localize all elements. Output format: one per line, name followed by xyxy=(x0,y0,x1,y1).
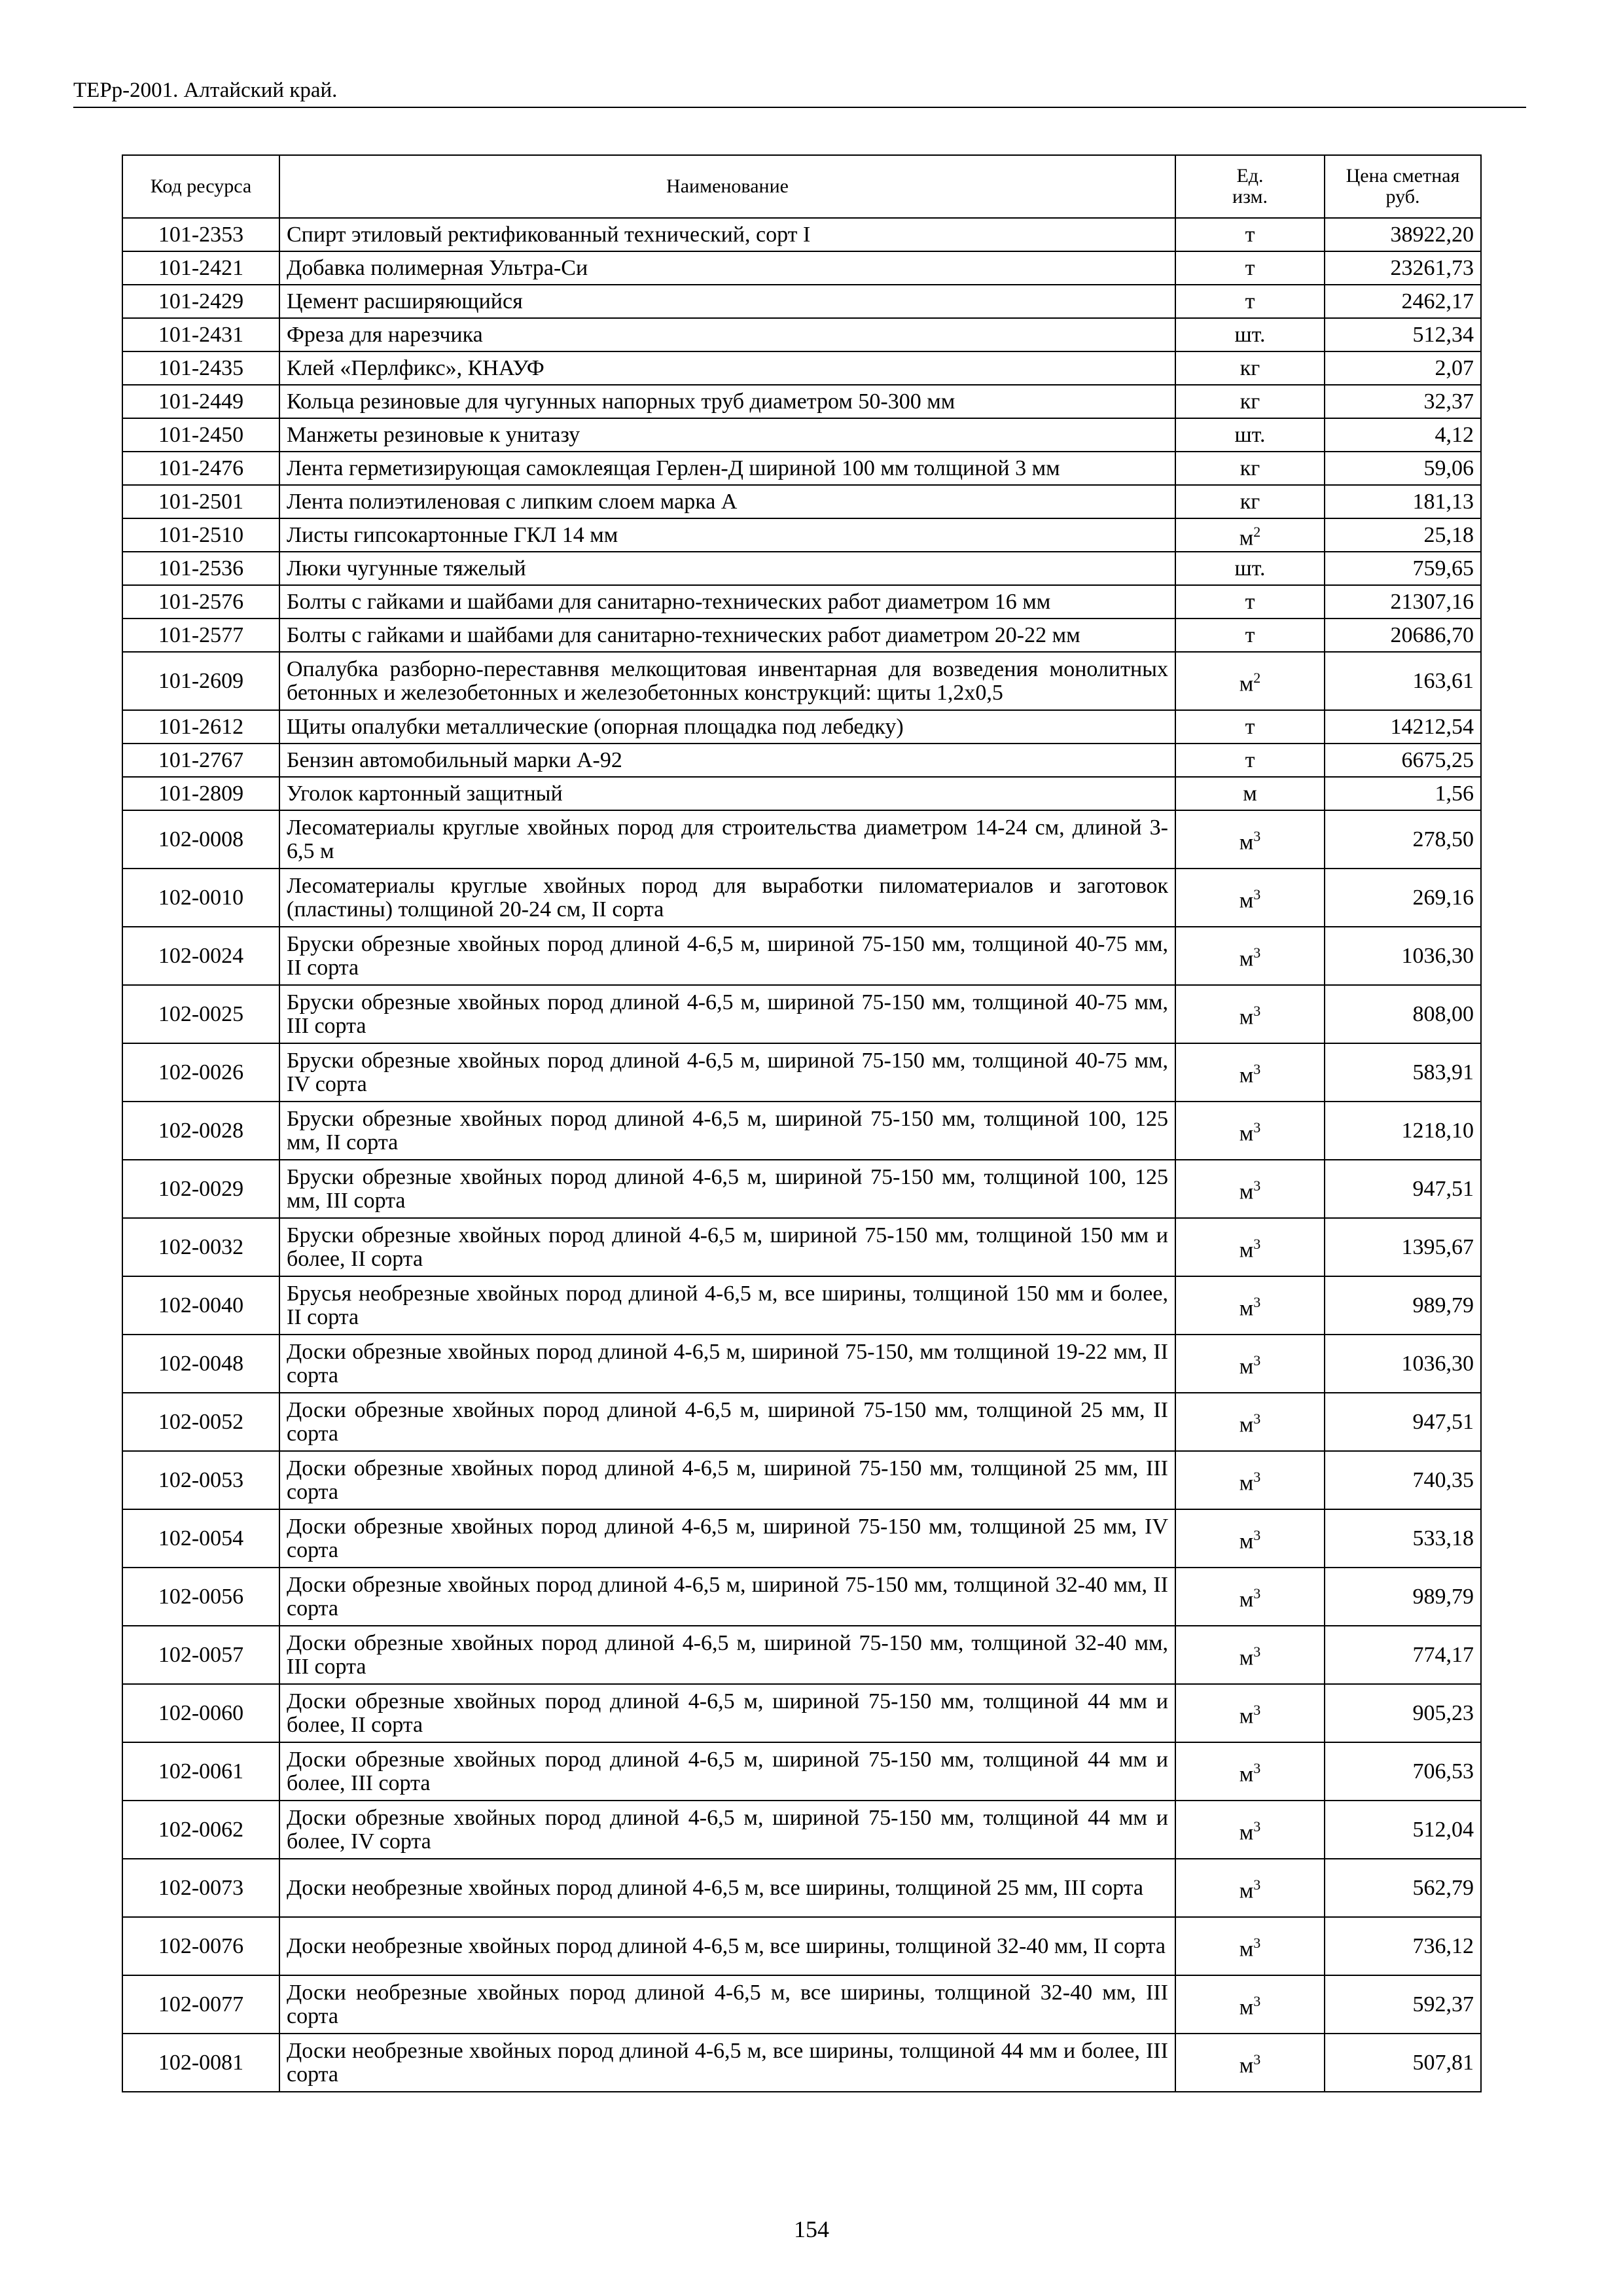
unit-cell xyxy=(1175,385,1325,418)
unit-exponent: 3 xyxy=(1253,1876,1261,1893)
unit-exponent: 3 xyxy=(1253,1119,1261,1136)
unit-text: шт. xyxy=(1234,322,1266,347)
price-cell: 269,16 xyxy=(1325,869,1481,927)
unit-text: кг xyxy=(1240,389,1260,414)
price-cell: 6675,25 xyxy=(1325,744,1481,777)
resource-code-cell: 102-0029 xyxy=(122,1160,279,1218)
resource-code-cell: 101-2435 xyxy=(122,351,279,385)
unit-cell xyxy=(1175,1451,1325,1509)
unit-cell xyxy=(1175,619,1325,652)
resource-code-cell: 101-2809 xyxy=(122,777,279,810)
price-cell: 32,37 xyxy=(1325,385,1481,418)
unit-cell xyxy=(1175,810,1325,869)
resource-code-cell: 101-2767 xyxy=(122,744,279,777)
resource-code-cell: 102-0028 xyxy=(122,1102,279,1160)
unit-text: м xyxy=(1239,672,1254,696)
price-cell: 592,37 xyxy=(1325,1975,1481,2034)
resource-name-cell: Цемент расширяющийся xyxy=(279,285,1175,318)
unit-cell xyxy=(1175,1102,1325,1160)
table-row xyxy=(122,810,1481,869)
resource-name-cell: Бензин автомобильный марки А-92 xyxy=(279,744,1175,777)
page-number: 154 xyxy=(794,2216,829,2242)
column-header-price-line2: руб. xyxy=(1385,186,1420,207)
resource-name-cell: Доски необрезные хвойных пород длиной 4-6,5 м, все ширины, толщиной 32-40 мм, II сорта xyxy=(279,1917,1175,1975)
price-cell: 905,23 xyxy=(1325,1684,1481,1742)
unit-cell xyxy=(1175,777,1325,810)
resource-name-cell: Опалубка разборно-переставнвя мелкощитовая инвентарная для возведения монолитных бетонных и железобетонных и железобетонных конструкций: щиты 1,2х0,5 xyxy=(279,652,1175,710)
unit-exponent: 3 xyxy=(1253,2051,1261,2068)
resource-name-cell: Доски обрезные хвойных пород длиной 4-6,5 м, шириной 75-150 мм, толщиной 44 мм и более, II сорта xyxy=(279,1684,1175,1742)
unit-cell xyxy=(1175,744,1325,777)
table-row xyxy=(122,1335,1481,1393)
table-row xyxy=(122,1509,1481,1568)
table-row xyxy=(122,218,1481,251)
unit-cell xyxy=(1175,927,1325,985)
table-row xyxy=(122,552,1481,585)
unit-text: м xyxy=(1239,1471,1254,1496)
resource-name-cell: Люки чугунные тяжелый xyxy=(279,552,1175,585)
unit-exponent: 3 xyxy=(1253,1060,1261,1077)
table-row xyxy=(122,2034,1481,2092)
resource-code-cell: 101-2476 xyxy=(122,452,279,485)
unit-cell xyxy=(1175,552,1325,585)
resource-code-cell: 101-2609 xyxy=(122,652,279,710)
unit-text: шт. xyxy=(1234,422,1266,447)
unit-exponent: 3 xyxy=(1253,1934,1261,1951)
unit-cell xyxy=(1175,1160,1325,1218)
unit-cell xyxy=(1175,1801,1325,1859)
resource-code-cell: 101-2501 xyxy=(122,485,279,518)
unit-text: кг xyxy=(1240,355,1260,380)
resource-code-cell: 102-0024 xyxy=(122,927,279,985)
resource-name-cell: Бруски обрезные хвойных пород длиной 4-6,5 м, шириной 75-150 мм, толщиной 40-75 мм, III сорта xyxy=(279,985,1175,1043)
resource-code-cell: 102-0073 xyxy=(122,1859,279,1917)
resource-name-cell: Добавка полимерная Ультра-Си xyxy=(279,251,1175,285)
resource-code-cell: 101-2612 xyxy=(122,710,279,744)
price-cell: 23261,73 xyxy=(1325,251,1481,285)
resource-price-table xyxy=(122,154,1482,2092)
unit-exponent: 3 xyxy=(1253,1759,1261,1776)
table-row xyxy=(122,1742,1481,1801)
resource-code-cell: 101-2431 xyxy=(122,318,279,351)
price-cell: 740,35 xyxy=(1325,1451,1481,1509)
unit-cell xyxy=(1175,485,1325,518)
resource-code-cell: 102-0032 xyxy=(122,1218,279,1276)
column-header-unit-line2: изм. xyxy=(1232,186,1268,207)
unit-text: м xyxy=(1239,888,1254,913)
unit-cell xyxy=(1175,518,1325,552)
resource-name-cell: Лента герметизирующая самоклеящая Герлен-Д шириной 100 мм толщиной 3 мм xyxy=(279,452,1175,485)
unit-text: т xyxy=(1245,289,1255,314)
table-row xyxy=(122,285,1481,318)
unit-cell xyxy=(1175,1684,1325,1742)
table-row xyxy=(122,1626,1481,1684)
price-cell: 774,17 xyxy=(1325,1626,1481,1684)
table-row xyxy=(122,710,1481,744)
unit-text: м xyxy=(1243,781,1257,806)
unit-exponent: 3 xyxy=(1253,1002,1261,1019)
column-header-price-line1: Цена сметная xyxy=(1346,165,1460,187)
resource-code-cell: 102-0026 xyxy=(122,1043,279,1102)
table-row xyxy=(122,652,1481,710)
unit-text: м xyxy=(1239,830,1254,855)
table-row xyxy=(122,1218,1481,1276)
resource-name-cell: Бруски обрезные хвойных пород длиной 4-6,5 м, шириной 75-150 мм, толщиной 40-75 мм, IV сорта xyxy=(279,1043,1175,1102)
resource-name-cell: Доски обрезные хвойных пород длиной 4-6,5 м, шириной 75-150 мм, толщиной 44 мм и более, III сорта xyxy=(279,1742,1175,1801)
table-row xyxy=(122,518,1481,552)
unit-exponent: 3 xyxy=(1253,1701,1261,1718)
price-cell: 38922,20 xyxy=(1325,218,1481,251)
resource-name-cell: Бруски обрезные хвойных пород длиной 4-6,5 м, шириной 75-150 мм, толщиной 40-75 мм, II сорта xyxy=(279,927,1175,985)
table-row xyxy=(122,777,1481,810)
unit-exponent: 2 xyxy=(1253,669,1261,686)
unit-cell xyxy=(1175,1975,1325,2034)
resource-code-cell: 102-0052 xyxy=(122,1393,279,1451)
unit-exponent: 3 xyxy=(1253,827,1261,844)
unit-text: м xyxy=(1239,1238,1254,1263)
resource-code-cell: 101-2353 xyxy=(122,218,279,251)
unit-cell xyxy=(1175,1218,1325,1276)
resource-name-cell: Доски необрезные хвойных пород длиной 4-6,5 м, все ширины, толщиной 44 мм и более, III сорта xyxy=(279,2034,1175,2092)
price-cell: 562,79 xyxy=(1325,1859,1481,1917)
unit-exponent: 3 xyxy=(1253,1293,1261,1310)
resource-name-cell: Доски обрезные хвойных пород длиной 4-6,5 м, шириной 75-150 мм, толщиной 32-40 мм, III сорта xyxy=(279,1626,1175,1684)
unit-exponent: 3 xyxy=(1253,886,1261,903)
unit-cell xyxy=(1175,1917,1325,1975)
price-cell: 512,04 xyxy=(1325,1801,1481,1859)
unit-cell xyxy=(1175,1335,1325,1393)
resource-code-cell: 101-2450 xyxy=(122,418,279,452)
unit-cell xyxy=(1175,2034,1325,2092)
unit-cell xyxy=(1175,418,1325,452)
unit-text: м xyxy=(1239,946,1254,971)
resource-code-cell: 101-2449 xyxy=(122,385,279,418)
unit-cell xyxy=(1175,1568,1325,1626)
price-cell: 1036,30 xyxy=(1325,927,1481,985)
resource-name-cell: Доски обрезные хвойных пород длиной 4-6,5 м, шириной 75-150, мм толщиной 19-22 мм, II сорта xyxy=(279,1335,1175,1393)
unit-cell xyxy=(1175,1276,1325,1335)
unit-cell xyxy=(1175,710,1325,744)
table-row xyxy=(122,585,1481,619)
price-cell: 989,79 xyxy=(1325,1568,1481,1626)
unit-text: кг xyxy=(1240,456,1260,480)
resource-name-cell: Бруски обрезные хвойных пород длиной 4-6,5 м, шириной 75-150 мм, толщиной 150 мм и более, II сорта xyxy=(279,1218,1175,1276)
resource-code-cell: 102-0076 xyxy=(122,1917,279,1975)
unit-exponent: 3 xyxy=(1253,1818,1261,1835)
resource-name-cell: Уголок картонный защитный xyxy=(279,777,1175,810)
price-cell: 4,12 xyxy=(1325,418,1481,452)
price-cell: 14212,54 xyxy=(1325,710,1481,744)
unit-text: т xyxy=(1245,714,1255,739)
resource-code-cell: 102-0056 xyxy=(122,1568,279,1626)
unit-text: т xyxy=(1245,747,1255,772)
price-cell: 512,34 xyxy=(1325,318,1481,351)
price-cell: 583,91 xyxy=(1325,1043,1481,1102)
table-row xyxy=(122,1102,1481,1160)
column-header-price xyxy=(1325,155,1481,218)
resource-code-cell: 101-2577 xyxy=(122,619,279,652)
table-body xyxy=(122,218,1481,2092)
unit-exponent: 2 xyxy=(1253,523,1261,540)
resource-name-cell: Доски обрезные хвойных пород длиной 4-6,5 м, шириной 75-150 мм, толщиной 25 мм, IV сорта xyxy=(279,1509,1175,1568)
price-cell: 278,50 xyxy=(1325,810,1481,869)
table-row xyxy=(122,385,1481,418)
unit-cell xyxy=(1175,452,1325,485)
unit-exponent: 3 xyxy=(1253,1352,1261,1369)
table-row xyxy=(122,1801,1481,1859)
resource-code-cell: 102-0061 xyxy=(122,1742,279,1801)
resource-name-cell: Лесоматериалы круглые хвойных пород для строительства диаметром 14-24 см, длиной 3-6,5 м xyxy=(279,810,1175,869)
resource-name-cell: Кольца резиновые для чугунных напорных труб диаметром 50-300 мм xyxy=(279,385,1175,418)
resource-code-cell: 101-2536 xyxy=(122,552,279,585)
table-row xyxy=(122,1276,1481,1335)
resource-code-cell: 102-0057 xyxy=(122,1626,279,1684)
resource-code-cell: 102-0048 xyxy=(122,1335,279,1393)
unit-text: м xyxy=(1239,1645,1254,1670)
unit-cell xyxy=(1175,1742,1325,1801)
table-row xyxy=(122,985,1481,1043)
column-header-unit-line1: Ед. xyxy=(1236,165,1264,187)
unit-text: м xyxy=(1239,1354,1254,1379)
price-cell: 808,00 xyxy=(1325,985,1481,1043)
price-cell: 736,12 xyxy=(1325,1917,1481,1975)
price-cell: 989,79 xyxy=(1325,1276,1481,1335)
unit-exponent: 3 xyxy=(1253,1235,1261,1252)
table-row xyxy=(122,351,1481,385)
resource-code-cell: 102-0077 xyxy=(122,1975,279,2034)
unit-text: м xyxy=(1239,1063,1254,1088)
unit-text: м xyxy=(1239,1878,1254,1903)
resource-name-cell: Доски обрезные хвойных пород длиной 4-6,5 м, шириной 75-150 мм, толщиной 32-40 мм, II сорта xyxy=(279,1568,1175,1626)
unit-text: т xyxy=(1245,222,1255,247)
unit-cell xyxy=(1175,318,1325,351)
unit-text: т xyxy=(1245,589,1255,614)
resource-code-cell: 102-0008 xyxy=(122,810,279,869)
unit-cell xyxy=(1175,285,1325,318)
resource-name-cell: Фреза для нарезчика xyxy=(279,318,1175,351)
resource-name-cell: Лента полиэтиленовая с липким слоем марка А xyxy=(279,485,1175,518)
unit-text: кг xyxy=(1240,489,1260,514)
unit-text: м xyxy=(1239,1820,1254,1845)
resource-name-cell: Манжеты резиновые к унитазу xyxy=(279,418,1175,452)
price-cell: 20686,70 xyxy=(1325,619,1481,652)
price-cell: 2462,17 xyxy=(1325,285,1481,318)
unit-text: м xyxy=(1239,1937,1254,1962)
unit-text: шт. xyxy=(1234,556,1266,581)
resource-code-cell: 102-0010 xyxy=(122,869,279,927)
resource-code-cell: 102-0060 xyxy=(122,1684,279,1742)
resource-name-cell: Доски необрезные хвойных пород длиной 4-6,5 м, все ширины, толщиной 25 мм, III сорта xyxy=(279,1859,1175,1917)
unit-cell xyxy=(1175,218,1325,251)
table-row xyxy=(122,1568,1481,1626)
resource-name-cell: Доски обрезные хвойных пород длиной 4-6,5 м, шириной 75-150 мм, толщиной 44 мм и более, IV сорта xyxy=(279,1801,1175,1859)
unit-cell xyxy=(1175,251,1325,285)
table-row xyxy=(122,485,1481,518)
unit-text: м xyxy=(1239,1762,1254,1787)
table-row xyxy=(122,1043,1481,1102)
unit-text: м xyxy=(1239,1005,1254,1030)
unit-exponent: 3 xyxy=(1253,1643,1261,1660)
price-cell: 59,06 xyxy=(1325,452,1481,485)
resource-code-cell: 102-0054 xyxy=(122,1509,279,1568)
price-cell: 2,07 xyxy=(1325,351,1481,385)
price-cell: 759,65 xyxy=(1325,552,1481,585)
resource-name-cell: Болты с гайками и шайбами для санитарно-технических работ диаметром 20-22 мм xyxy=(279,619,1175,652)
table-row xyxy=(122,251,1481,285)
unit-text: м xyxy=(1239,2053,1254,2078)
table-row xyxy=(122,1160,1481,1218)
resource-code-cell: 102-0062 xyxy=(122,1801,279,1859)
unit-text: м xyxy=(1239,1412,1254,1437)
price-cell: 21307,16 xyxy=(1325,585,1481,619)
resource-name-cell: Щиты опалубки металлические (опорная площадка под лебедку) xyxy=(279,710,1175,744)
unit-text: м xyxy=(1239,1121,1254,1146)
price-cell: 163,61 xyxy=(1325,652,1481,710)
unit-cell xyxy=(1175,1393,1325,1451)
price-cell: 1036,30 xyxy=(1325,1335,1481,1393)
unit-cell xyxy=(1175,1859,1325,1917)
unit-text: м xyxy=(1239,1179,1254,1204)
unit-cell xyxy=(1175,351,1325,385)
table-row xyxy=(122,744,1481,777)
price-cell: 1,56 xyxy=(1325,777,1481,810)
price-cell: 25,18 xyxy=(1325,518,1481,552)
unit-text: м xyxy=(1239,1995,1254,2020)
resource-name-cell: Бруски обрезные хвойных пород длиной 4-6,5 м, шириной 75-150 мм, толщиной 100, 125 мм, II сорта xyxy=(279,1102,1175,1160)
resource-name-cell: Болты с гайками и шайбами для санитарно-технических работ диаметром 16 мм xyxy=(279,585,1175,619)
price-cell: 533,18 xyxy=(1325,1509,1481,1568)
resource-name-cell: Лесоматериалы круглые хвойных пород для выработки пиломатериалов и заготовок (пластины) толщиной 20-24 см, II сорта xyxy=(279,869,1175,927)
table-row xyxy=(122,1917,1481,1975)
resource-name-cell: Доски обрезные хвойных пород длиной 4-6,5 м, шириной 75-150 мм, толщиной 25 мм, II сорта xyxy=(279,1393,1175,1451)
unit-cell xyxy=(1175,1043,1325,1102)
table-row xyxy=(122,1451,1481,1509)
unit-cell xyxy=(1175,652,1325,710)
unit-text: м xyxy=(1239,1296,1254,1321)
resource-name-cell: Доски необрезные хвойных пород длиной 4-6,5 м, все ширины, толщиной 32-40 мм, III сорта xyxy=(279,1975,1175,2034)
table-header-row xyxy=(122,155,1481,218)
resource-name-cell: Листы гипсокартонные ГКЛ 14 мм xyxy=(279,518,1175,552)
resource-code-cell: 102-0025 xyxy=(122,985,279,1043)
unit-text: м xyxy=(1239,1587,1254,1612)
resource-name-cell: Клей «Перлфикс», КНАУФ xyxy=(279,351,1175,385)
resource-code-cell: 101-2576 xyxy=(122,585,279,619)
table-row xyxy=(122,619,1481,652)
unit-cell xyxy=(1175,585,1325,619)
resource-code-cell: 102-0081 xyxy=(122,2034,279,2092)
column-header-code: Код ресурса xyxy=(122,155,279,218)
resource-name-cell: Доски обрезные хвойных пород длиной 4-6,5 м, шириной 75-150 мм, толщиной 25 мм, III сорта xyxy=(279,1451,1175,1509)
unit-exponent: 3 xyxy=(1253,1177,1261,1194)
price-cell: 1395,67 xyxy=(1325,1218,1481,1276)
table-row xyxy=(122,927,1481,985)
unit-text: м xyxy=(1239,1529,1254,1554)
unit-text: м xyxy=(1239,526,1254,550)
unit-exponent: 3 xyxy=(1253,1585,1261,1602)
unit-text: т xyxy=(1245,622,1255,647)
unit-exponent: 3 xyxy=(1253,1992,1261,2009)
resource-code-cell: 101-2510 xyxy=(122,518,279,552)
price-cell: 947,51 xyxy=(1325,1160,1481,1218)
unit-exponent: 3 xyxy=(1253,1410,1261,1427)
resource-code-cell: 101-2429 xyxy=(122,285,279,318)
resource-code-cell: 101-2421 xyxy=(122,251,279,285)
resource-name-cell: Брусья необрезные хвойных пород длиной 4-6,5 м, все ширины, толщиной 150 мм и более, II сорта xyxy=(279,1276,1175,1335)
unit-text: т xyxy=(1245,255,1255,280)
table-row xyxy=(122,1859,1481,1917)
resource-code-cell: 102-0053 xyxy=(122,1451,279,1509)
resource-name-cell: Спирт этиловый ректификованный технический, сорт I xyxy=(279,218,1175,251)
unit-exponent: 3 xyxy=(1253,1468,1261,1485)
table-row xyxy=(122,869,1481,927)
price-cell: 181,13 xyxy=(1325,485,1481,518)
price-cell: 507,81 xyxy=(1325,2034,1481,2092)
resource-name-cell: Бруски обрезные хвойных пород длиной 4-6,5 м, шириной 75-150 мм, толщиной 100, 125 мм, III сорта xyxy=(279,1160,1175,1218)
price-cell: 947,51 xyxy=(1325,1393,1481,1451)
unit-cell xyxy=(1175,985,1325,1043)
table-row xyxy=(122,418,1481,452)
table-row xyxy=(122,1975,1481,2034)
page-header: ТЕРр-2001. Алтайский край. xyxy=(73,77,1526,108)
column-header-name: Наименование xyxy=(279,155,1175,218)
table-row xyxy=(122,1393,1481,1451)
unit-exponent: 3 xyxy=(1253,944,1261,961)
price-cell: 1218,10 xyxy=(1325,1102,1481,1160)
price-cell: 706,53 xyxy=(1325,1742,1481,1801)
unit-text: м xyxy=(1239,1704,1254,1729)
unit-exponent: 3 xyxy=(1253,1526,1261,1543)
unit-cell xyxy=(1175,869,1325,927)
table-row xyxy=(122,1684,1481,1742)
resource-code-cell: 102-0040 xyxy=(122,1276,279,1335)
table-row xyxy=(122,318,1481,351)
unit-cell xyxy=(1175,1509,1325,1568)
table-row xyxy=(122,452,1481,485)
unit-cell xyxy=(1175,1626,1325,1684)
column-header-unit xyxy=(1175,155,1325,218)
